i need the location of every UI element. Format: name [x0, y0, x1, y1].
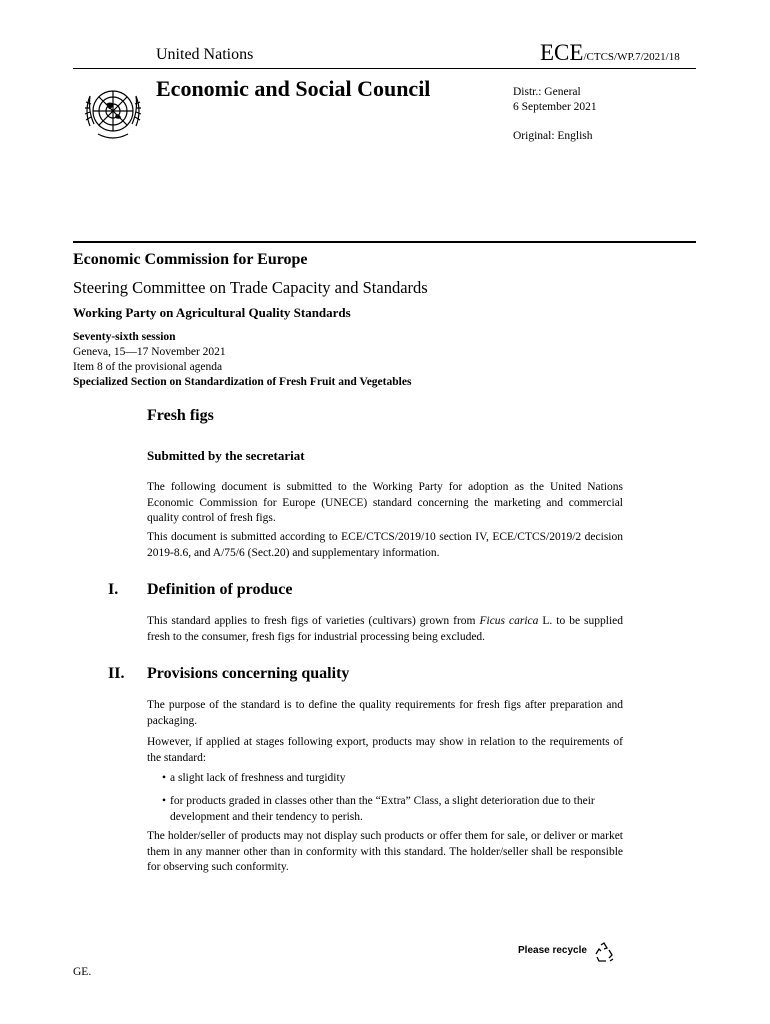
- session-location: Geneva, 15—17 November 2021: [73, 346, 226, 358]
- distr-label: Distr.: General: [513, 86, 581, 98]
- section-2-title: Provisions concerning quality: [147, 665, 350, 682]
- list-item: [162, 794, 624, 825]
- symbol-suffix: /CTCS/WP.7/2021/18: [583, 51, 680, 63]
- list-item-text: for products graded in classes other than the “Extra” Class, a slight deterioration due to their development and their tendency to perish.: [170, 795, 595, 823]
- intro-paragraph-2: This document is submitted according to ECE/CTCS/2019/10 section IV, ECE/CTCS/2019/2 decision 2019-8.6, and A/75/6 (Sect.20) and supplementary information.: [147, 531, 623, 559]
- bullet-marker: •: [162, 795, 167, 807]
- document-title: Fresh figs: [147, 407, 214, 424]
- distribution-block: [513, 85, 597, 144]
- working-party-name: Working Party on Agricultural Quality Standards: [73, 305, 351, 320]
- commission-name: Economic Commission for Europe: [73, 251, 308, 268]
- section-1-title: Definition of produce: [147, 581, 293, 598]
- section-1-number: I.: [108, 581, 119, 598]
- org-name: United Nations: [156, 46, 254, 63]
- committee-name: Steering Committee on Trade Capacity and Standards: [73, 278, 428, 297]
- submitted-by: Submitted by the secretariat: [147, 448, 305, 463]
- section-2-paragraph-3: The holder/seller of products may not display such products or offer them for sale, or deliver or market them in any manner other than in conformity with this standard. The holder/seller shall be responsible for observing such conformity.: [147, 830, 623, 873]
- section-2-paragraph-1: The purpose of the standard is to define the quality requirements for fresh figs after preparation and packaging.: [147, 699, 623, 727]
- header-rule: [73, 68, 696, 69]
- list-item-text: a slight lack of freshness and turgidity: [170, 772, 346, 784]
- original-language: Original: English: [513, 130, 593, 142]
- council-title: Economic and Social Council: [156, 76, 431, 101]
- session-block: [73, 330, 411, 390]
- recycle-icon: [592, 941, 616, 965]
- un-emblem-icon: [78, 76, 148, 146]
- section-rule: [73, 241, 696, 243]
- intro-paragraph-1: The following document is submitted to the Working Party for adoption as the United Nations Economic Commission for Europe (UNECE) standard concerning the marketing and commercial quality control of fresh figs.: [147, 481, 623, 524]
- footer-job-number: GE.: [73, 966, 92, 978]
- bullet-marker: •: [162, 772, 167, 784]
- session-name: Seventy-sixth session: [73, 331, 176, 343]
- section-1-paragraph: [147, 614, 623, 645]
- symbol-main: ECE: [540, 40, 584, 65]
- section-2-paragraph-2: However, if applied at stages following export, products may show in relation to the requirements of the standard:: [147, 736, 623, 764]
- section-1-text-end: L. to be supplied fresh to the consumer, fresh figs for industrial processing being excluded.: [147, 615, 623, 643]
- list-item: [162, 771, 624, 787]
- section-2-number: II.: [108, 665, 125, 682]
- document-symbol: [540, 40, 680, 66]
- agenda-item: Item 8 of the provisional agenda: [73, 361, 223, 373]
- doc-date: 6 September 2021: [513, 101, 597, 113]
- specialized-section: Specialized Section on Standardization of Fresh Fruit and Vegetables: [73, 376, 412, 388]
- section-1-text-start: This standard applies to fresh figs of varieties (cultivars) grown from: [147, 615, 480, 627]
- recycle-label: Please recycle: [518, 945, 587, 956]
- section-1-species: Ficus carica: [479, 615, 539, 627]
